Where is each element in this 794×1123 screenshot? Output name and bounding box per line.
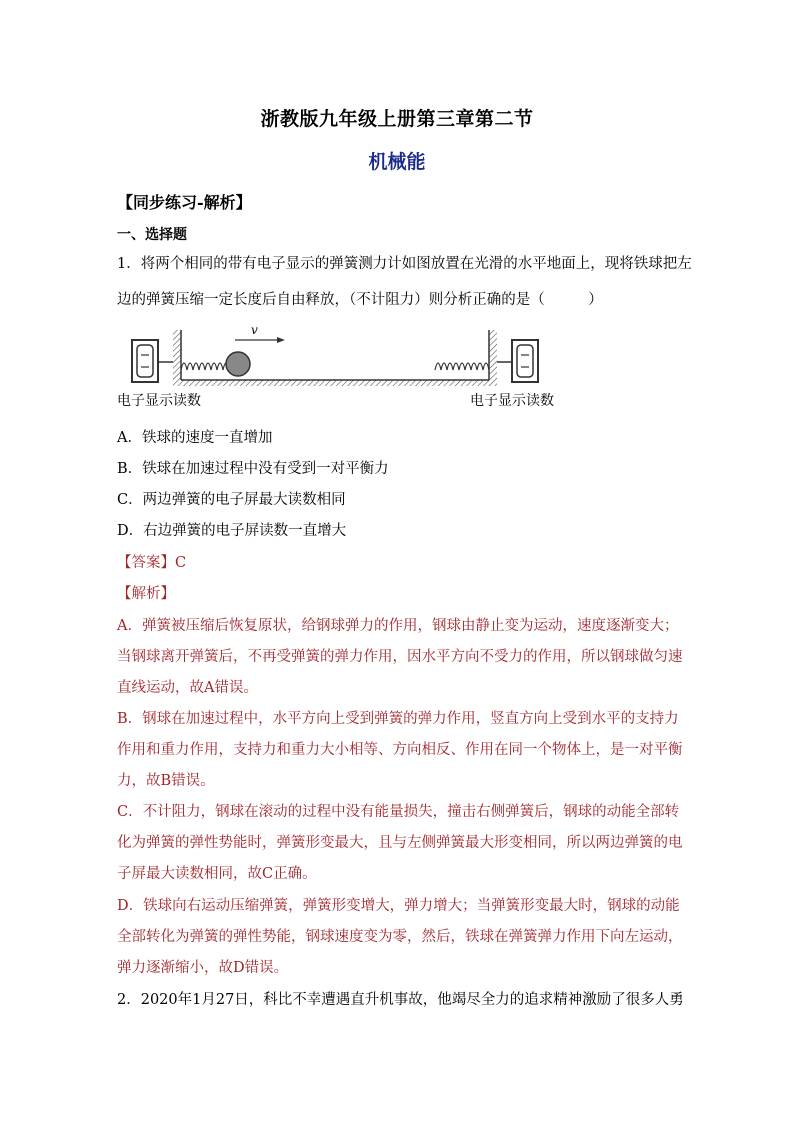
option-c: C．两边弹簧的电子屏最大读数相同: [117, 492, 346, 508]
analysis-line: B．钢球在加速过程中，水平方向上受到弹簧的弹力作用，竖直方向上受到水平的支持力: [117, 711, 679, 727]
iron-ball: [226, 352, 250, 376]
analysis-line: 弹力逐渐缩小，故D错误。: [117, 960, 289, 976]
option-b: B．铁球在加速过程中没有受到一对平衡力: [117, 461, 389, 477]
question-2-stem-line-1: 2．2020年1月27日，科比不幸遭遇直升机事故，他竭尽全力的追求精神激励了很多人勇: [117, 992, 684, 1008]
analysis-line: 当钢球离开弹簧后，不再受弹簧的弹力作用，因水平方向不受力的作用，所以钢球做匀速: [117, 649, 683, 665]
answer: 【答案】C: [117, 555, 187, 571]
subsection-heading: 一、选择题: [117, 227, 187, 243]
analysis-label: 【解析】: [117, 586, 175, 602]
option-a: A．铁球的速度一直增加: [117, 430, 273, 446]
analysis-line: 全部转化为弹簧的弹性势能，钢球速度变为零，然后，铁球在弹簧弹力作用下向左运动，: [117, 929, 683, 945]
analysis-line: 化为弹簧的弹性势能时，弹簧形变最大，且与左侧弹簧最大形变相同，所以两边弹簧的电: [117, 835, 683, 851]
right-display-icon: [512, 340, 538, 382]
analysis-line: C．不计阻力，钢球在滚动的过程中没有能量损失，撞击右侧弹簧后，钢球的动能全部转: [117, 804, 680, 820]
question-1-stem-line-1: 1．将两个相同的带有电子显示的弹簧测力计如图放置在光滑的水平地面上，现将铁球把左: [117, 256, 692, 272]
analysis-line: A．弹簧被压缩后恢复原状，给钢球弹力的作用，钢球由静止变为运动，速度逐渐变大；: [117, 618, 679, 634]
section-heading: 【同步练习-解析】: [117, 193, 252, 212]
analysis-line: D．铁球向右运动压缩弹簧，弹簧形变增大，弹力增大；当弹簧形变最大时，钢球的动能: [117, 898, 680, 914]
analysis-line: 子屏最大读数相同，故C正确。: [117, 866, 317, 882]
right-spring: [435, 363, 489, 370]
right-display-caption: 电子显示读数: [470, 393, 554, 409]
analysis-line: 力，故B错误。: [117, 773, 215, 789]
question-1-stem-line-2: 边的弹簧压缩一定长度后自由释放，（不计阻力）则分析正确的是（ ）: [117, 292, 603, 308]
floor: [173, 380, 497, 386]
right-wall: [489, 330, 497, 380]
velocity-label: v: [251, 323, 258, 337]
analysis-line: 直线运动，故A错误。: [117, 680, 258, 696]
analysis-line: 作用和重力作用，支持力和重力大小相等、方向相反、作用在同一个物体上，是一对平衡: [117, 742, 683, 758]
left-display-icon: [132, 340, 158, 382]
left-display-caption: 电子显示读数: [117, 393, 201, 409]
page-title: 浙教版九年级上册第三章第二节: [260, 108, 534, 130]
page-subtitle: 机械能: [368, 151, 426, 173]
left-wall: [173, 330, 181, 380]
option-d: D．右边弹簧的电子屏读数一直增大: [117, 523, 347, 539]
